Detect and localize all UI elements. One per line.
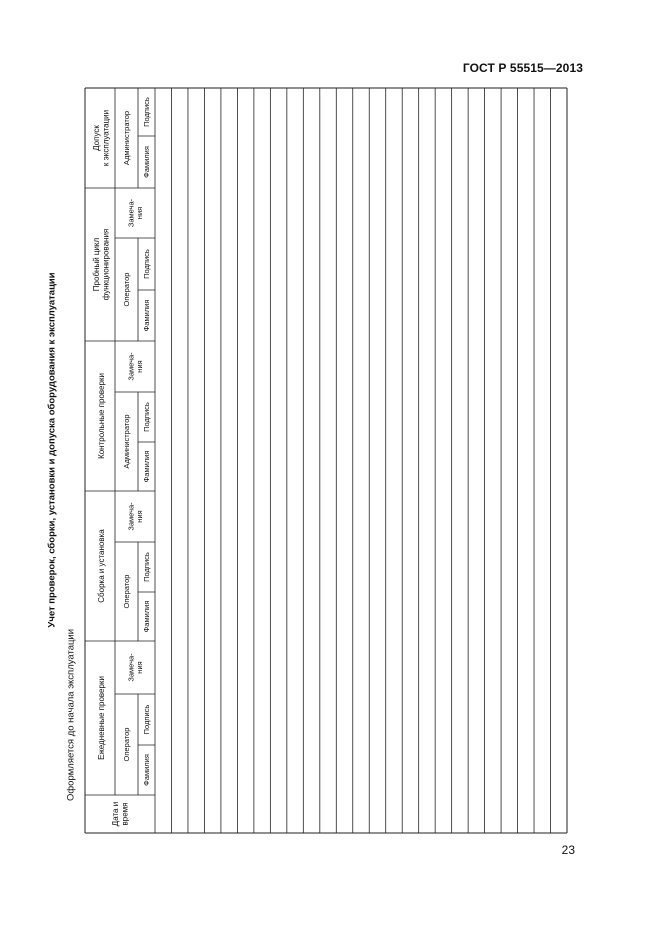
surname-header-2: Фамилия bbox=[142, 450, 152, 483]
signature-header-0: Подпись bbox=[142, 704, 152, 735]
group-header-4: Допускк эксплуатации bbox=[92, 109, 111, 167]
page-number: 23 bbox=[561, 843, 575, 857]
remarks-header-2: Замеча-ния bbox=[126, 352, 144, 381]
role-header-1: Оператор bbox=[122, 574, 132, 609]
signature-header-2: Подпись bbox=[142, 402, 152, 432]
role-header-0: Оператор bbox=[122, 727, 132, 762]
role-header-2: Администратор bbox=[122, 414, 132, 469]
date-time-header: Дата ивремя bbox=[111, 801, 130, 827]
signature-header-4: Подпись bbox=[142, 97, 152, 127]
surname-header-1: Фамилия bbox=[142, 600, 152, 633]
remarks-header-1: Замеча-ния bbox=[126, 502, 144, 531]
group-header-2: Контрольные проверки bbox=[96, 373, 106, 459]
role-header-3: Оператор bbox=[122, 272, 132, 307]
surname-header-0: Фамилия bbox=[142, 754, 152, 786]
surname-header-4: Фамилия bbox=[142, 146, 152, 178]
remarks-header-3: Замеча-ния bbox=[126, 198, 144, 228]
signature-header-3: Подпись bbox=[142, 249, 152, 279]
group-header-0: Ежедневные проверки bbox=[96, 676, 106, 760]
remarks-header-0: Замеча-ния bbox=[126, 653, 144, 682]
group-header-1: Сборка и установка bbox=[96, 529, 106, 603]
table-title: Учет проверок, сборки, установки и допуска оборудования к эксплуатации bbox=[46, 272, 58, 628]
signature-header-1: Подпись bbox=[142, 552, 152, 582]
role-header-4: Администратор bbox=[122, 110, 132, 166]
group-header-3: Пробный циклфункционирования bbox=[92, 228, 111, 301]
surname-header-3: Фамилия bbox=[142, 299, 152, 332]
document-code: ГОСТ Р 55515—2013 bbox=[462, 61, 583, 75]
table-note: Оформляется до начала эксплуатации bbox=[65, 628, 77, 802]
